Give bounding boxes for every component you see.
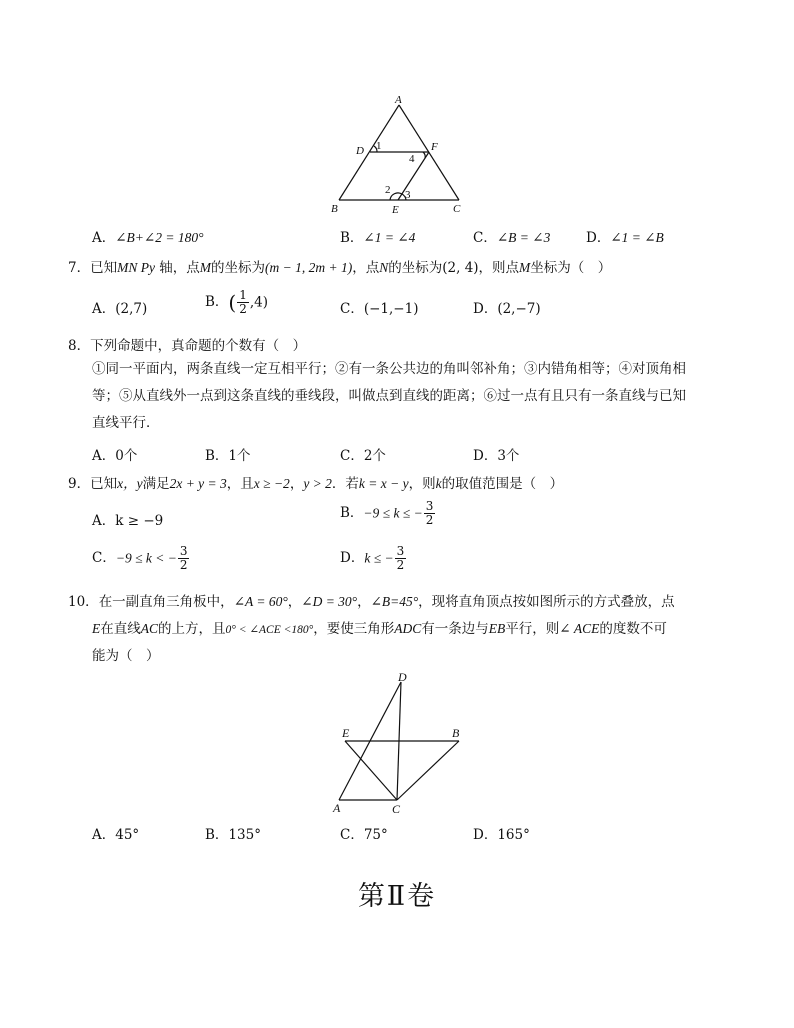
fraction: $\frac{1}{2}$ <box>239 288 247 316</box>
label-B: B <box>331 203 338 215</box>
label-E: E <box>392 204 399 216</box>
q10-option-d[interactable] <box>473 823 530 843</box>
option-key: D． <box>340 550 365 566</box>
q7-option-a[interactable] <box>92 297 147 317</box>
q9-option-d[interactable]: D．k ≤ − $\frac{3}{2}$ <box>340 544 405 572</box>
q9-option-b[interactable]: B．−9 ≤ k ≤ − $\frac{3}{2}$ <box>340 499 434 527</box>
option-key: C． <box>340 827 364 843</box>
triangle-figure-q6 <box>325 92 475 218</box>
option-key: A． <box>92 448 116 464</box>
label-A: A <box>395 94 402 106</box>
triangle-figure-q10 <box>328 668 473 816</box>
option-text: k ≥ −9 <box>115 513 164 529</box>
option-key: A． <box>92 301 116 317</box>
q8-body <box>92 356 686 437</box>
option-key: A． <box>92 827 116 843</box>
segment-BC <box>397 741 459 800</box>
label-D: D <box>356 145 364 157</box>
q10-stem-line1: 10．在一副直角三角板中，∠A = 60°，∠D = 30°，∠B=45°，现将直角顶点按如图所示的方式叠放，点 <box>68 594 675 610</box>
option-text: 45° <box>115 827 140 843</box>
option-text: (2,−7) <box>497 301 541 317</box>
option-key: B． <box>205 294 229 310</box>
label-C: C <box>453 203 461 215</box>
section-title: 第Ⅱ卷 <box>357 881 437 912</box>
question-number: 9． <box>68 476 91 492</box>
label-E: E <box>342 726 350 740</box>
q7-option-c[interactable] <box>340 297 418 317</box>
option-key: A． <box>92 513 116 529</box>
question-number: 10． <box>68 594 99 610</box>
q10-option-b[interactable] <box>205 823 261 843</box>
q6-option-c[interactable] <box>473 226 550 246</box>
option-text: ∠B+∠2 = 180° <box>115 230 204 245</box>
option-key: B． <box>340 230 364 246</box>
option-key: D． <box>473 448 498 464</box>
fraction: $\frac{3}{2}$ <box>425 499 434 527</box>
label-angle-4: 4 <box>409 153 415 165</box>
option-key: D． <box>473 827 498 843</box>
q7-option-b[interactable]: B．( $\frac{1}{2}$ ,4) <box>205 288 269 316</box>
option-text: ∠B = ∠3 <box>496 230 551 245</box>
q8-stem: 8．下列命题中，真命题的个数有（ ） <box>68 338 307 354</box>
label-A: A <box>333 801 341 815</box>
q10-option-c[interactable] <box>340 823 388 843</box>
option-text: ∠1 = ∠4 <box>363 230 416 245</box>
q10-stem-line3: 能为（ ） <box>92 648 160 664</box>
q8-body-line: 直线平行． <box>92 415 160 431</box>
label-B: B <box>452 726 460 740</box>
q8-option-b[interactable] <box>205 444 251 464</box>
q8-option-a[interactable] <box>92 444 137 464</box>
q6-option-b[interactable] <box>340 226 415 246</box>
q9-option-a[interactable] <box>92 509 163 529</box>
option-key: C． <box>340 448 364 464</box>
segment-EC <box>345 741 397 800</box>
option-text: (2,7) <box>115 301 148 317</box>
option-key: D． <box>586 230 611 246</box>
q7-option-d[interactable] <box>473 297 541 317</box>
label-F: F <box>431 141 438 153</box>
option-text: 0个 <box>115 448 138 464</box>
option-text: 75° <box>363 827 388 843</box>
option-text: (−1,−1) <box>363 301 419 317</box>
label-angle-2: 2 <box>385 184 391 196</box>
q8-body-line: 等；⑤从直线外一点到这条直线的垂线段，叫做点到直线的距离；⑥过一点有且只有一条直线与已知 <box>92 388 686 404</box>
fraction: $\frac{3}{2}$ <box>179 544 188 572</box>
q7-stem: 7．已知MN Py 轴，点M的坐标为(m − 1, 2m + 1)，点N的坐标为(2, 4)，则点M坐标为（ ） <box>68 260 612 276</box>
q8-option-d[interactable] <box>473 444 519 464</box>
option-key: B． <box>205 827 229 843</box>
q8-option-c[interactable] <box>340 444 386 464</box>
question-number: 8． <box>68 338 91 354</box>
angle-mark-4 <box>423 152 425 158</box>
q9-option-c[interactable]: C．−9 ≤ k < − $\frac{3}{2}$ <box>92 544 188 572</box>
option-text: ∠1 = ∠B <box>610 230 664 245</box>
q6-option-a[interactable] <box>92 226 204 246</box>
option-text: 3个 <box>497 448 520 464</box>
option-key: B． <box>340 505 364 521</box>
label-C: C <box>392 802 401 816</box>
q10-stem-line2: E在直线AC的上方，且0° < ∠ACE <180°，要使三角形ADC有一条边与EB平行，则∠ ACE的度数不可 <box>92 621 667 637</box>
fraction: $\frac{3}{2}$ <box>396 544 405 572</box>
label-angle-1: 1 <box>376 140 382 152</box>
option-key: B． <box>205 448 229 464</box>
q8-body-line: ①同一平面内，两条直线一定互相平行；②有一条公共边的角叫邻补角；③内错角相等；④对顶角相 <box>92 361 686 377</box>
q9-stem: 9．已知x，y满足2x + y = 3，且x ≥ −2，y > 2．若k = x − y，则k的取值范围是（ ） <box>68 476 564 492</box>
option-text: 135° <box>228 827 261 843</box>
option-text: 165° <box>497 827 530 843</box>
option-text: 1个 <box>228 448 251 464</box>
q10-option-a[interactable] <box>92 823 139 843</box>
q6-option-d[interactable] <box>586 226 664 246</box>
option-key: C． <box>473 230 497 246</box>
option-text: 2个 <box>363 448 386 464</box>
option-key: A． <box>92 230 116 246</box>
label-D: D <box>398 670 407 684</box>
question-number: 7． <box>68 260 91 276</box>
label-angle-3: 3 <box>405 189 411 201</box>
option-key: C． <box>340 301 364 317</box>
option-key: D． <box>473 301 498 317</box>
option-key: C． <box>92 550 116 566</box>
